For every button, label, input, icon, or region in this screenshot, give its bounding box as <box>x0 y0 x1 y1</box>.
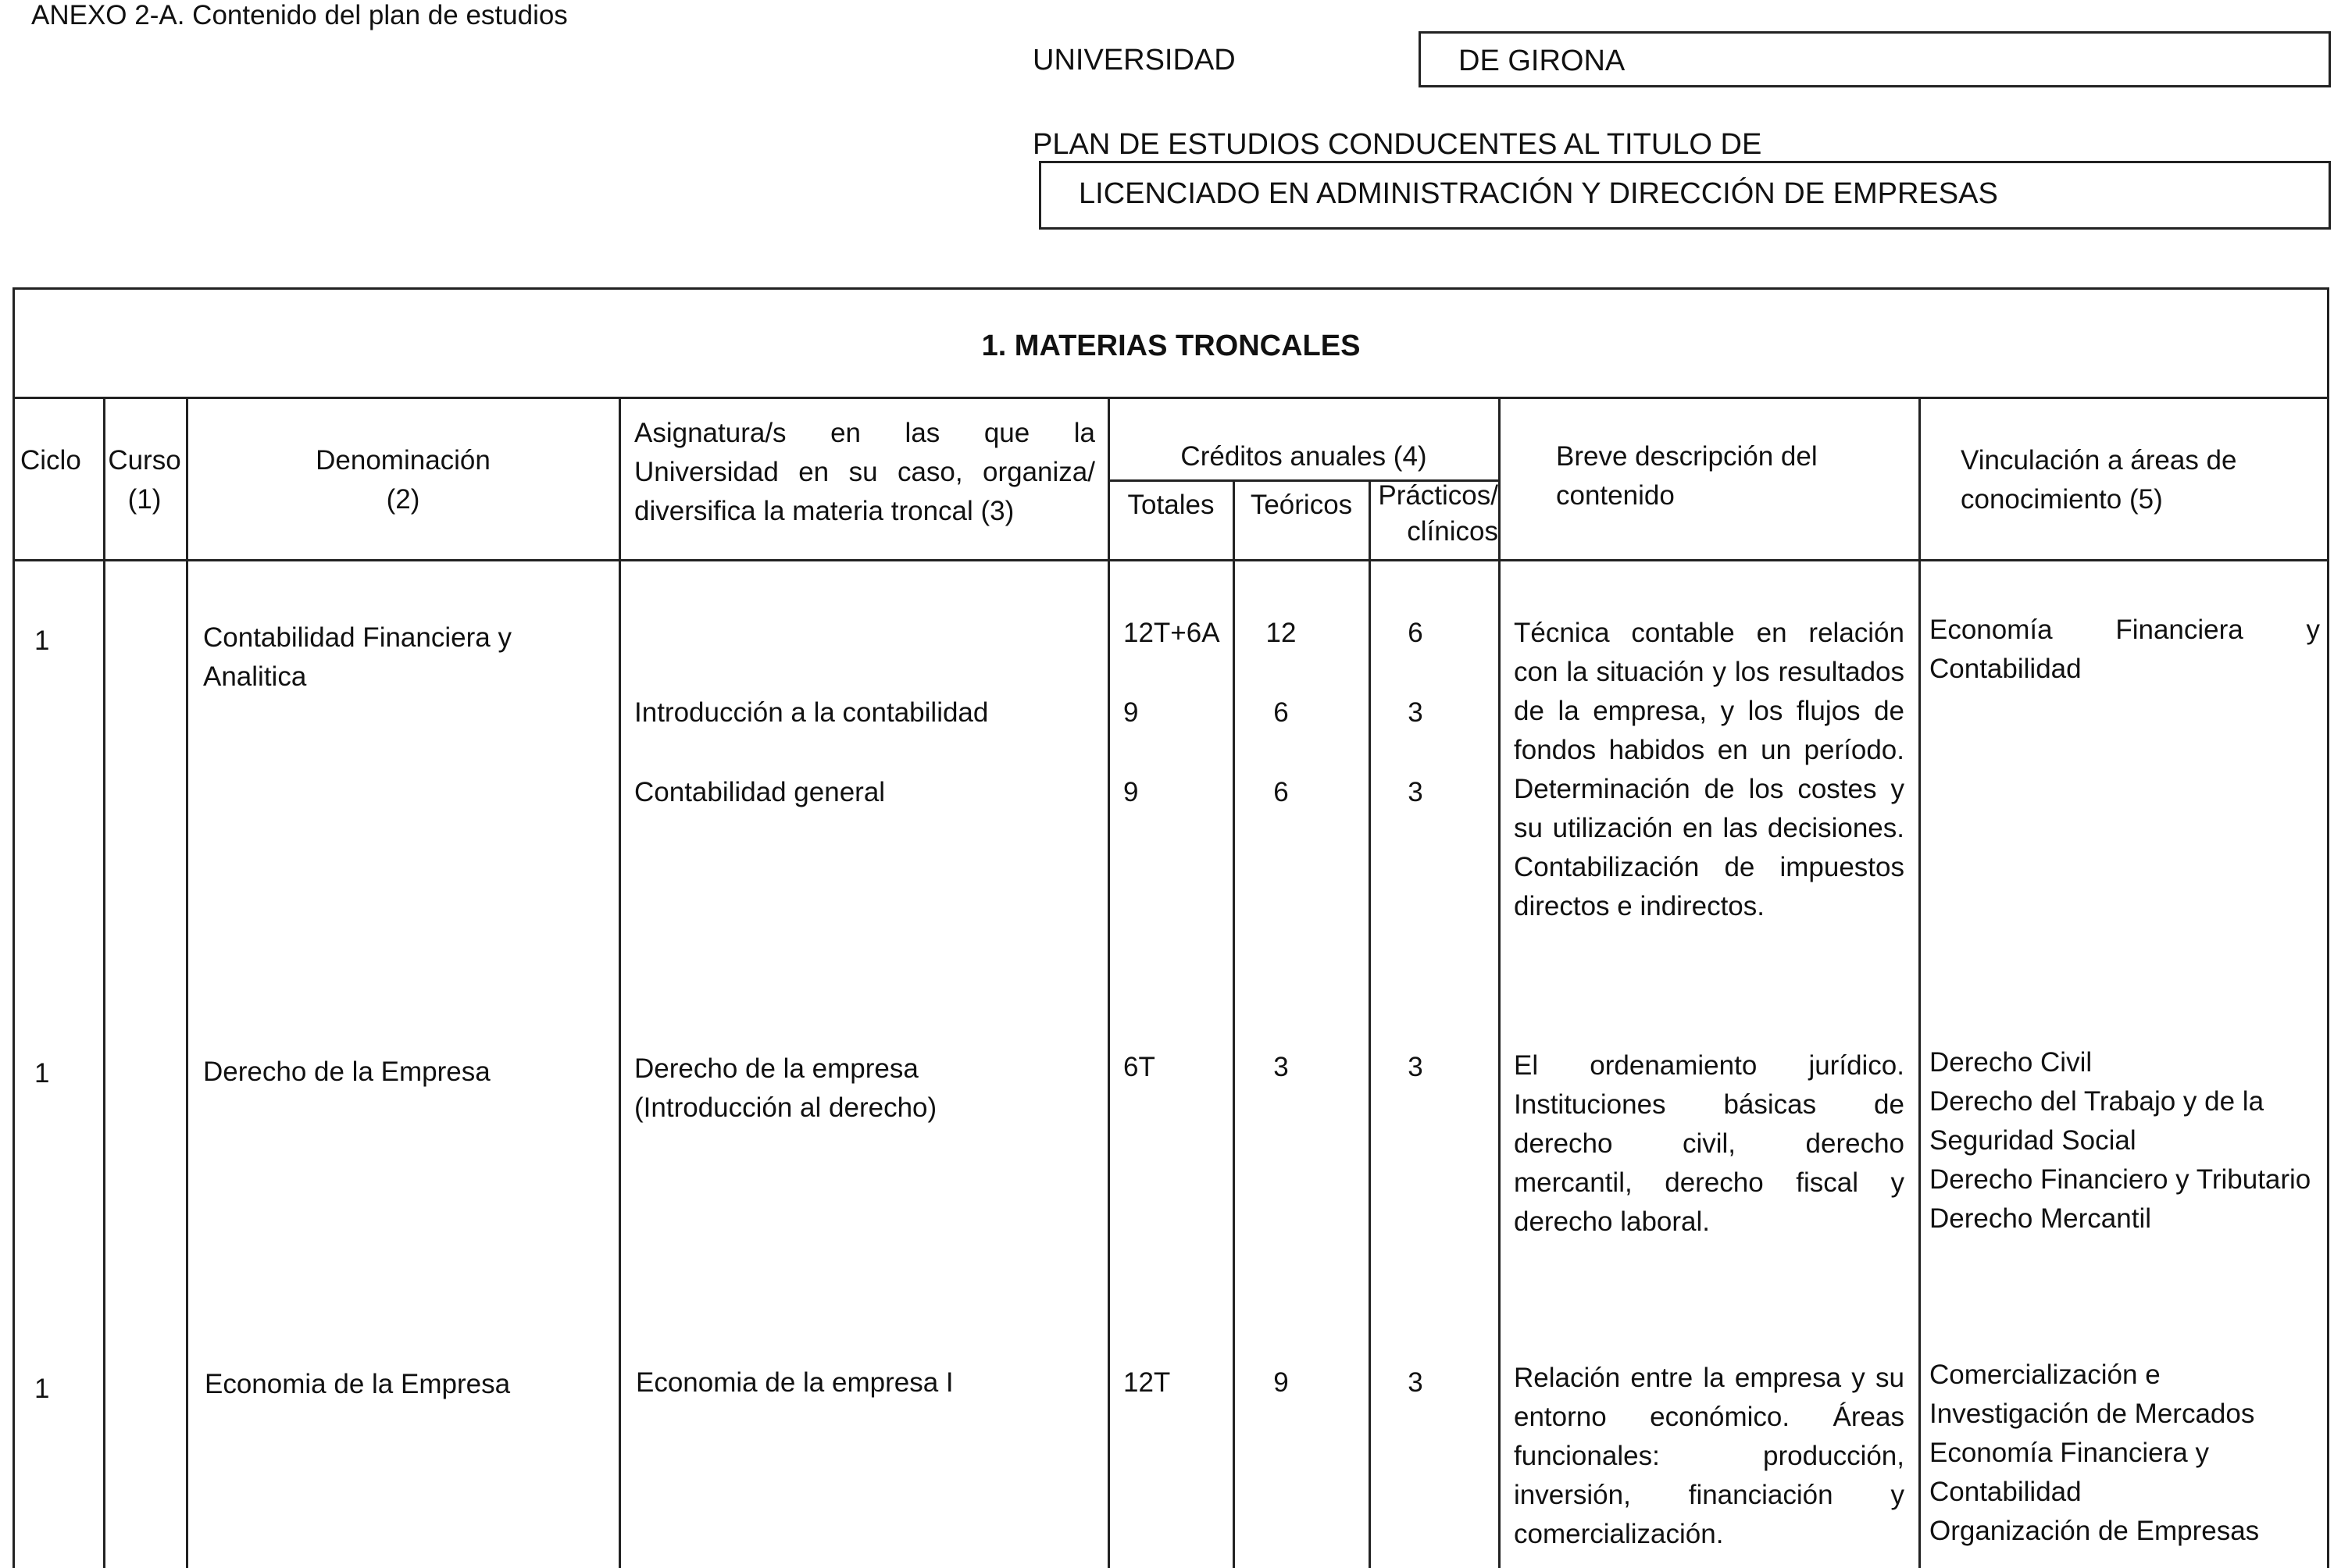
cell-ciclo: 1 <box>34 1374 50 1404</box>
cell-descripcion: El ordenamiento jurídico. Instituciones básicas de derecho civil, derecho mercantil, derecho fiscal y derecho laboral. <box>1514 1050 1904 1237</box>
divider <box>1498 397 1501 1568</box>
cell-totales: 6T <box>1123 1052 1155 1082</box>
divider <box>103 397 105 1568</box>
col-header-totales: Totales <box>1127 490 1215 520</box>
plan-label: PLAN DE ESTUDIOS CONDUCENTES AL TITULO DE <box>1033 128 1762 161</box>
cell-asignatura: Economia de la empresa I <box>636 1367 954 1398</box>
cell-asignatura: Introducción a la contabilidad <box>634 697 989 728</box>
cell-denominacion: Contabilidad Financiera y Analitica <box>203 622 512 692</box>
cell-totales: 12T+6A <box>1123 618 1220 648</box>
cell-vinculacion: Economía Financiera y Contabilidad <box>1929 615 2320 684</box>
cell-practicos: 3 <box>1408 697 1423 728</box>
cell-asignatura: Contabilidad general <box>634 777 886 807</box>
col-header-practicos: Prácticos/ clínicos <box>1378 480 1498 547</box>
cell-practicos: 3 <box>1408 1052 1423 1082</box>
cell-ciclo: 1 <box>34 1058 50 1089</box>
cell-teoricos: 3 <box>1273 1052 1289 1082</box>
cell-ciclo: 1 <box>34 625 50 656</box>
col-header-curso: Curso (1) <box>108 445 181 515</box>
col-header-vinculacion: Vinculación a áreas de conocimiento (5) <box>1961 445 2237 515</box>
cell-totales: 12T <box>1123 1367 1171 1398</box>
table-title: 1. MATERIAS TRONCALES <box>981 330 1361 362</box>
divider <box>1918 397 1921 1568</box>
col-header-descripcion: Breve descripción del contenido <box>1556 441 1818 511</box>
university-value: DE GIRONA <box>1458 45 1626 77</box>
divider <box>619 397 621 1568</box>
cell-denominacion: Derecho de la Empresa <box>203 1057 491 1087</box>
col-header-ciclo: Ciclo <box>20 445 81 476</box>
cell-practicos: 3 <box>1408 1367 1423 1398</box>
cell-descripcion: Técnica contable en relación con la situación y los resultados de la empresa, y los flujos de fondos habidos en un período. Determinación de los costes y su utilización en las decisiones. Contabilización de impuestos directos e indirectos. <box>1514 618 1904 921</box>
divider <box>12 559 2329 561</box>
plan-box <box>1039 161 2331 230</box>
col-header-creditos: Créditos anuales (4) <box>1180 441 1427 472</box>
cell-vinculacion: Comercialización e Investigación de Mercados Economía Financiera y Contabilidad Organización de Empresas <box>1929 1360 2260 1546</box>
university-label: UNIVERSIDAD <box>1033 44 1236 77</box>
cell-teoricos: 9 <box>1273 1367 1289 1398</box>
cell-teoricos: 6 <box>1273 777 1289 807</box>
cell-practicos: 6 <box>1408 618 1423 648</box>
divider <box>1108 397 1110 1568</box>
cell-practicos: 3 <box>1408 777 1423 807</box>
cell-denominacion: Economia de la Empresa <box>205 1369 511 1399</box>
col-header-denominacion: Denominación (2) <box>316 445 491 515</box>
divider <box>186 397 188 1568</box>
col-header-teoricos: Teóricos <box>1250 490 1353 520</box>
cell-descripcion: Relación entre la empresa y su entorno económico. Áreas funcionales: producción, inversión, financiación y comercialización. <box>1514 1363 1904 1549</box>
cell-asignatura: Derecho de la empresa (Introducción al derecho) <box>634 1053 937 1123</box>
cell-teoricos: 12 <box>1265 618 1297 648</box>
annex-title: ANEXO 2-A. Contenido del plan de estudios <box>31 0 568 30</box>
cell-totales: 9 <box>1123 697 1139 728</box>
cell-teoricos: 6 <box>1273 697 1289 728</box>
plan-value: LICENCIADO EN ADMINISTRACIÓN Y DIRECCIÓN DE EMPRESAS <box>1079 177 1998 210</box>
university-box <box>1419 31 2331 87</box>
cell-vinculacion: Derecho Civil Derecho del Trabajo y de la Seguridad Social Derecho Financiero y Tributario Derecho Mercantil <box>1929 1047 2311 1234</box>
col-header-asignaturas: Asignatura/s en las que la Universidad en su caso, organiza/ diversifica la materia troncal (3) <box>634 418 1095 526</box>
divider <box>12 397 2329 399</box>
cell-totales: 9 <box>1123 777 1139 807</box>
